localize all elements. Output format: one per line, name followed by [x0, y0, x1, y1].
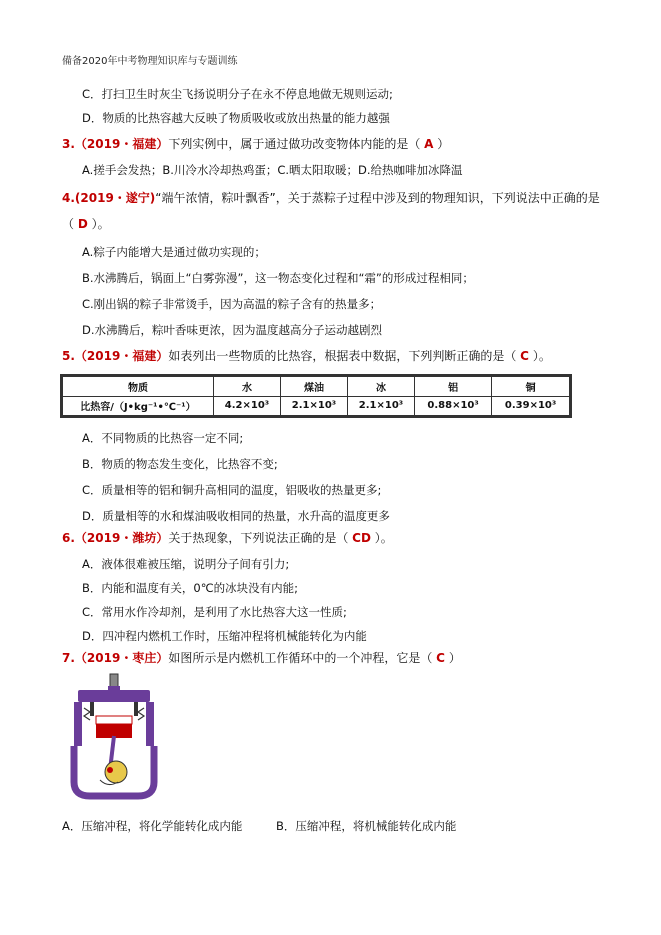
q5-option-d: D．质量相等的水和煤油吸收相同的热量，水升高的温度更多: [82, 509, 390, 523]
question-number: 5.: [62, 349, 75, 363]
combustion-chamber: [96, 716, 132, 724]
exhaust-valve-icon: [134, 702, 138, 716]
question-5-stem: [62, 348, 551, 365]
table-header-row: [62, 376, 571, 397]
question-3-stem: [62, 136, 449, 153]
question-text: 如表列出一些物质的比热容，根据表中数据，下列判断正确的是（: [168, 349, 517, 363]
table-cell: 0.39×10³: [492, 396, 571, 417]
table-cell: 2.1×10³: [347, 396, 414, 417]
piston-icon: [96, 724, 132, 738]
crank-pin: [107, 767, 113, 773]
question-source: （2019・潍坊）: [74, 531, 169, 545]
question-6-stem: [62, 530, 393, 547]
question-number: 4.: [62, 191, 75, 205]
answer-mark: D: [77, 217, 88, 231]
q5-option-a: A．不同物质的比热容一定不同;: [82, 431, 244, 445]
table-header-cell: 煤油: [280, 376, 347, 397]
cylinder-head: [78, 690, 150, 702]
q5-option-b: B．物质的物态发生变化，比热容不变;: [82, 457, 278, 471]
question-close: ）。: [374, 531, 393, 545]
q7-option-a: A．压缩冲程，将化学能转化成内能: [62, 819, 243, 833]
q6-option-a: A．液体很难被压缩，说明分子间有引力;: [82, 557, 290, 571]
question-text: 关于热现象，下列说法正确的是（: [168, 531, 349, 545]
q4-option-a: A.粽子内能增大是通过做功实现的；: [82, 245, 266, 259]
question-source: （2019・福建）: [74, 137, 169, 151]
answer-mark: CD: [352, 531, 371, 545]
q2-option-c: C．打扫卫生时灰尘飞扬说明分子在永不停息地做无规则运动;: [82, 87, 393, 101]
answer-mark: A: [424, 137, 434, 151]
question-text: 下列实例中，属于通过做功改变物体内能的是（: [168, 137, 421, 151]
question-text: “端午浓情，粽叶飘香”，关于蒸粽子过程中涉及到的物理知识，下列说法中正确的是: [155, 191, 600, 205]
answer-mark: C: [520, 349, 529, 363]
cylinder-wall-left: [74, 702, 82, 746]
q6-option-d: D．四冲程内燃机工作时，压缩冲程将机械能转化为内能: [82, 629, 367, 643]
intake-valve-icon: [90, 702, 94, 716]
table-row-label: 比热容/（J•kg⁻¹•℃⁻¹）: [62, 396, 214, 417]
question-number: 6.: [62, 531, 75, 545]
table-row: [62, 396, 571, 417]
valve-spring-right: [138, 708, 144, 720]
q4-option-d: D.水沸腾后，粽叶香味更浓，因为温度越高分子运动越剧烈: [82, 323, 383, 337]
question-number: 3.: [62, 137, 75, 151]
question-4-answer-line: [62, 216, 110, 233]
answer-mark: C: [436, 651, 445, 665]
question-3-options: A.搓手会发热；B.川冷水冷却热鸡蛋；C.晒太阳取暖；D.给热咖啡加冰降温: [82, 163, 463, 177]
q4-option-b: B.水沸腾后，锅面上“白雾弥漫”，这一物态变化过程和“霜”的形成过程相同；: [82, 271, 474, 285]
q7-option-b: B．压缩冲程，将机械能转化成内能: [276, 819, 457, 833]
q6-option-b: B．内能和温度有关，0℃的冰块没有内能;: [82, 581, 298, 595]
q2-option-d: D．物质的比热容越大反映了物质吸收或放出热量的能力越强: [82, 111, 390, 125]
question-source: (2019・遂宁): [74, 191, 156, 205]
question-4-stem: [62, 190, 600, 207]
table-header-cell: 铝: [414, 376, 491, 397]
spark-plug-icon: [110, 674, 118, 688]
table-cell: 2.1×10³: [280, 396, 347, 417]
valve-spring-left: [84, 708, 90, 720]
question-7-stem: [62, 650, 461, 667]
question-source: （2019・枣庄）: [74, 651, 169, 665]
question-text: 如图所示是内燃机工作循环中的一个冲程，它是（: [168, 651, 433, 665]
engine-cylinder-diagram: [60, 672, 170, 800]
question-close: ）: [437, 137, 450, 151]
table-cell: 4.2×10³: [214, 396, 281, 417]
question-open: （: [62, 217, 75, 231]
table-cell: 0.88×10³: [414, 396, 491, 417]
table-header-cell: 铜: [492, 376, 571, 397]
question-close: ）。: [91, 217, 110, 231]
q6-option-c: C．常用水作冷却剂，是利用了水比热容大这一性质;: [82, 605, 347, 619]
question-close: ）: [448, 651, 461, 665]
cylinder-wall-right: [146, 702, 154, 746]
table-header-cell: 物质: [62, 376, 214, 397]
table-header-cell: 冰: [347, 376, 414, 397]
specific-heat-table: [60, 374, 572, 418]
question-source: （2019・福建）: [74, 349, 169, 363]
q5-option-c: C．质量相等的铝和铜升高相同的温度，铝吸收的热量更多;: [82, 483, 382, 497]
page-header: 備备2020年中考物理知识库与专题训练: [62, 56, 238, 67]
question-number: 7.: [62, 651, 75, 665]
question-close: ）。: [532, 349, 551, 363]
table-header-cell: 水: [214, 376, 281, 397]
q4-option-c: C.刚出锅的粽子非常烫手，因为高温的粽子含有的热量多；: [82, 297, 382, 311]
